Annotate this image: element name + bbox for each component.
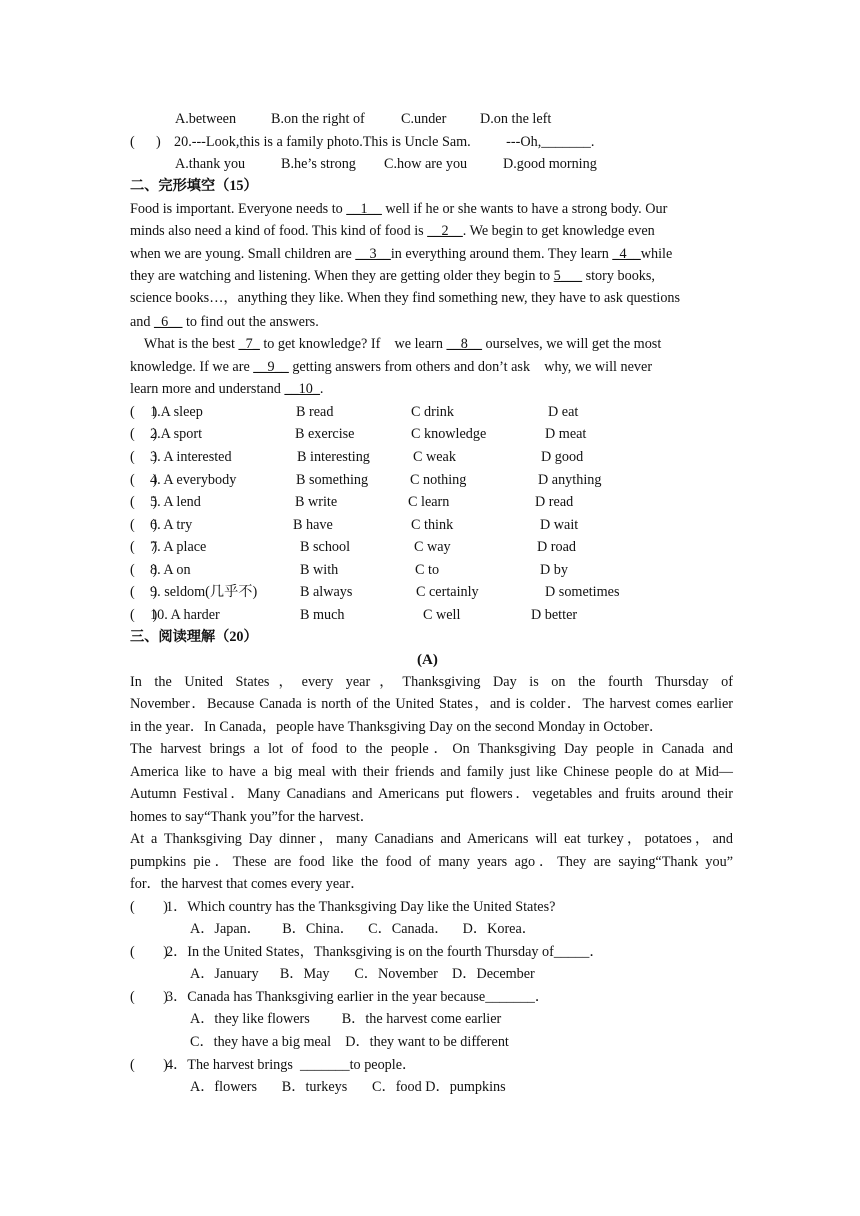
cloze-item-paren: ( ) — [130, 494, 158, 510]
passage-line: At a Thanksgiving Day dinner，many Canadians and Americans will eat turkey，potatoes，and — [130, 831, 733, 847]
cloze-item-b: B exercise — [295, 426, 355, 442]
cloze-item-b: B something — [296, 472, 369, 488]
q19-option-c: C.under — [401, 111, 447, 127]
question-options: A．January B．May C．November D．December — [190, 966, 535, 982]
cloze-item-a: 10. A harder — [150, 607, 220, 623]
cloze-item-a: 2.A sport — [150, 426, 203, 442]
question-paren: ( ) — [130, 899, 168, 915]
cloze-line: when we are young. Small children are __3__in everything around them. They learn _4__while — [130, 246, 673, 262]
cloze-item-b: B much — [300, 607, 345, 623]
cloze-item-paren: ( ) — [130, 562, 158, 578]
question-paren: ( ) — [130, 944, 168, 960]
cloze-item-b: B have — [293, 517, 333, 533]
q20-paren: ( ) — [130, 134, 161, 150]
q19-option-d: D.on the left — [480, 111, 552, 127]
cloze-line: learn more and understand __10_. — [130, 381, 324, 397]
cloze-item-paren: ( ) — [130, 404, 158, 420]
passage-line: in the year．In Canada，people have Thanksgiving Day on the second Monday in October． — [130, 719, 664, 735]
passage-line: for．the harvest that comes every year． — [130, 876, 365, 892]
question-options: C．they have a big meal D．they want to be different — [190, 1034, 509, 1050]
question-stem: 2．In the United States，Thanksgiving is on the fourth Thursday of_____． — [166, 944, 604, 960]
q20-stem: 20.---Look,this is a family photo.This is Uncle Sam. ---Oh,_______. — [174, 134, 595, 150]
cloze-line: science books…，anything they like. When they find something new, they have to ask questions — [130, 290, 681, 306]
cloze-item-paren: ( ) — [130, 517, 158, 533]
question-stem: 1．Which country has the Thanksgiving Day like the United States? — [166, 899, 556, 915]
cloze-item-c: C knowledge — [411, 426, 487, 442]
cloze-item-b: B school — [300, 539, 351, 555]
cloze-item-a: 4. A everybody — [150, 472, 237, 488]
question-stem: 4．The harvest brings _______to people． — [166, 1057, 417, 1073]
cloze-item-d: D better — [531, 607, 578, 623]
cloze-item-c: C well — [423, 607, 461, 623]
cloze-line: and _6__ to find out the answers. — [130, 314, 319, 330]
cloze-item-c: C to — [415, 562, 440, 578]
cloze-item-b: B always — [300, 584, 353, 600]
q19-option-b: B.on the right of — [271, 111, 365, 127]
question-paren: ( ) — [130, 989, 168, 1005]
cloze-item-c: C think — [411, 517, 454, 533]
cloze-item-c: C nothing — [410, 472, 467, 488]
cloze-item-b: B interesting — [297, 449, 370, 465]
cloze-item-d: D sometimes — [545, 584, 620, 600]
cloze-item-d: D by — [540, 562, 568, 578]
cloze-item-paren: ( ) — [130, 426, 158, 442]
cloze-line: they are watching and listening. When they are getting older they begin to 5___ story books, — [130, 268, 655, 284]
passage-line: pumpkins pie．These are food like the food of many years ago．They are saying“Thank you” — [130, 854, 733, 870]
question-options: A．flowers B．turkeys C．food D．pumpkins — [190, 1079, 506, 1095]
cloze-item-paren: ( ) — [130, 607, 158, 623]
cloze-item-a: 1.A sleep — [150, 404, 203, 420]
cloze-item-d: D good — [541, 449, 584, 465]
cloze-item-paren: ( ) — [130, 584, 158, 600]
cloze-item-c: C drink — [411, 404, 454, 420]
cloze-item-a: 3. A interested — [150, 449, 232, 465]
q20-option-c: C.how are you — [384, 156, 468, 172]
passage-line: November．Because Canada is north of the United States，and is colder．The harvest comes earlier — [130, 696, 733, 712]
question-stem: 3．Canada has Thanksgiving earlier in the year because_______． — [166, 989, 550, 1005]
cloze-item-c: C way — [414, 539, 451, 555]
q20-option-a: A.thank you — [175, 156, 246, 172]
question-paren: ( ) — [130, 1057, 168, 1073]
cloze-line: What is the best _7_ to get knowledge? If we learn __8__ ourselves, we will get the most — [130, 336, 662, 352]
cloze-item-paren: ( ) — [130, 472, 158, 488]
cloze-line: Food is important. Everyone needs to __1__ well if he or she wants to have a strong body. Our — [130, 201, 668, 217]
q19-option-a: A.between — [175, 111, 237, 127]
cloze-item-paren: ( ) — [130, 539, 158, 555]
reading-heading: 三、阅读理解（20） — [130, 629, 258, 645]
cloze-item-b: B read — [296, 404, 334, 420]
cloze-item-d: D meat — [545, 426, 587, 442]
cloze-line: minds also need a kind of food. This kind of food is __2__. We begin to get knowledge even — [130, 223, 655, 239]
passage-line: homes to say“Thank you”for the harvest． — [130, 809, 374, 825]
question-options: A．they like flowers B．the harvest come earlier — [190, 1011, 502, 1027]
cloze-item-c: C learn — [408, 494, 450, 510]
cloze-item-a: 7. A place — [150, 539, 207, 555]
question-options: A．Japan． B．China． C．Canada． D．Korea． — [190, 921, 536, 937]
passage-line: America like to have a big meal with their friends and family just like Chinese people do at Mid— — [130, 764, 733, 780]
cloze-item-paren: ( ) — [130, 449, 158, 465]
cloze-item-a: 8. A on — [150, 562, 191, 578]
cloze-item-d: D read — [535, 494, 574, 510]
passage-label: (A) — [417, 652, 438, 668]
passage-line: In the United States，every year，Thanksgiving Day is on the fourth Thursday of — [130, 674, 733, 690]
cloze-item-b: B with — [300, 562, 339, 578]
q20-option-d: D.good morning — [503, 156, 597, 172]
cloze-item-a: 5. A lend — [150, 494, 201, 510]
cloze-item-d: D road — [537, 539, 577, 555]
q20-option-b: B.he’s strong — [281, 156, 356, 172]
cloze-line: knowledge. If we are __9__ getting answers from others and don’t ask why, we will never — [130, 359, 653, 375]
cloze-item-c: C weak — [413, 449, 456, 465]
cloze-item-c: C certainly — [416, 584, 479, 600]
passage-line: Autumn Festival．Many Canadians and Americans put flowers．vegetables and fruits around their — [130, 786, 733, 802]
cloze-item-d: D eat — [548, 404, 579, 420]
cloze-item-d: D anything — [538, 472, 602, 488]
passage-line: The harvest brings a lot of food to the people．On Thanksgiving Day people in Canada and — [130, 741, 733, 757]
cloze-item-d: D wait — [540, 517, 579, 533]
cloze-item-b: B write — [295, 494, 338, 510]
cloze-item-a: 9. seldom(几乎不) — [150, 584, 258, 600]
cloze-item-a: 6. A try — [150, 517, 193, 533]
cloze-heading: 二、完形填空（15） — [130, 178, 258, 194]
